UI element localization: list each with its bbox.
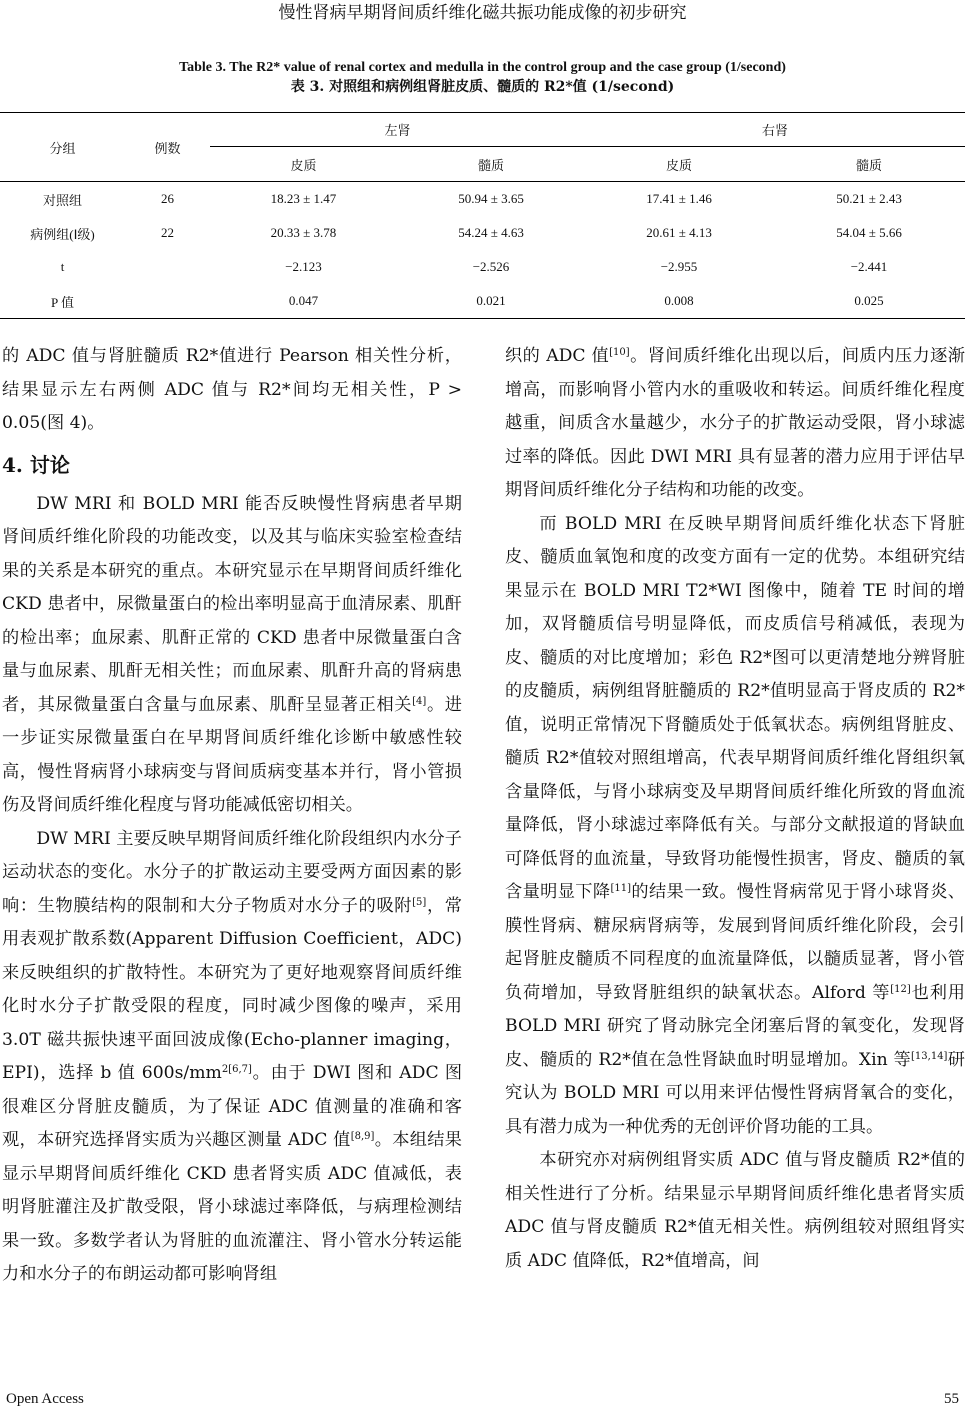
cell-left-cortex: −2.123 bbox=[285, 259, 322, 274]
citation: [4] bbox=[412, 695, 427, 707]
cell-right-cortex: 0.008 bbox=[585, 284, 773, 319]
citation: 2[6,7] bbox=[221, 1064, 252, 1075]
citation: [12] bbox=[890, 983, 911, 995]
paragraph: DW MRI 主要反映早期肾间质纤维化阶段组织内水分子运动状态的变化。水分子的扩散运动主要受两方面因素的影响：生物膜结构的限制和大分子物质对水分子的吸附[5]，常用表观扩散系数(Apparent Diffusion Coefficient，ADC)来反映组织的扩散特性。本研究为了更好地观察肾间质纤维化时水分子扩散受限的程度，同时减少图像的噪声，采用 3.0T 磁共振快速平面回波成像(Echo-planner imaging，EPI)，选择 b 值 $600s/mm^{2[6,7]}$。由于 DWI 图和 ADC 图很难区分肾脏皮髓质，为了保证 ADC 值测量的准确和客观，本研究选择肾实质为兴趣区测量 ADC 值[8,9]。本组结果显示早期肾间质纤维化 CKD 患者肾实质 ADC 值减低，表明肾脏灌注及扩散受限，肾小球滤过率降低，与病理检测结果一致。多数学者认为肾脏的血流灌注、肾小管水分转运能力和水分子的布朗运动都可影响肾组 bbox=[2, 828, 463, 1284]
header-right-medulla: 髓质 bbox=[773, 147, 965, 182]
cell-count: 22 bbox=[161, 225, 174, 240]
cell-left-medulla: 54.24 ± 4.63 bbox=[458, 225, 524, 240]
table-row bbox=[0, 284, 965, 319]
r2-value-table bbox=[0, 112, 965, 319]
header-right-kidney: 右肾 bbox=[585, 113, 965, 147]
cell-right-cortex: 20.61 ± 4.13 bbox=[646, 225, 712, 240]
header-count: 例数 bbox=[125, 113, 210, 182]
paragraph: DW MRI 和 BOLD MRI 能否反映慢性肾病患者早期肾间质纤维化阶段的功能改变，以及其与临床实验室检查结果的关系是本研究的重点。本研究显示在早期肾间质纤维化 CKD 患者中，尿微量蛋白的检出率明显高于血清尿素、肌酐的检出率；血尿素、肌酐正常的 CKD 患者中尿微量蛋白含量与血尿素、肌酐无相关性；而血尿素、肌酐升高的肾病患者，其尿微量蛋白含量与血尿素、肌酐呈显著正相关[4]。进一步证实尿微量蛋白在早期肾间质纤维化诊断中敏感性较高，慢性肾病肾小球病变与肾间质病变基本并行，肾小管损伤及肾间质纤维化程度与肾功能减低密切相关。 bbox=[2, 493, 462, 815]
cell-left-cortex: 18.23 ± 1.47 bbox=[270, 191, 337, 206]
cell-left-medulla: 0.021 bbox=[397, 284, 585, 319]
header-left-kidney: 左肾 bbox=[210, 113, 585, 147]
paragraph: 本研究亦对病例组肾实质 ADC 值与肾皮髓质 R2*值的相关性进行了分析。结果显示早期肾间质纤维化患者肾实质 ADC 值与肾皮髓质 R2*值无相关性。病例组较对照组肾实质 ADC 值降低，R2*值增高，间 bbox=[505, 1150, 965, 1271]
cell-count bbox=[125, 284, 210, 319]
cell-right-medulla: 50.21 ± 2.43 bbox=[836, 191, 902, 206]
table-row bbox=[0, 250, 965, 284]
paragraph: 的 ADC 值与肾脏髓质 R2*值进行 Pearson 相关性分析，结果显示左右两侧 ADC 值与 R2*间均无相关性，P > 0.05(图 4)。 bbox=[2, 346, 462, 433]
paragraph: 而 BOLD MRI 在反映早期肾间质纤维化状态下肾脏皮、髓质血氧饱和度的改变方面有一定的优势。本组研究结果显示在 BOLD MRI T2*WI 图像中，随着 TE 时间的增加，双肾髓质信号明显降低，而皮质信号稍减低，表现为皮、髓质的对比度增加；彩色 R2*图可以更清楚地分辨肾脏的皮髓质，病例组肾脏髓质的 R2*值明显高于肾皮质的 R2*值，说明正常情况下肾髓质处于低氧状态。病例组肾脏皮、髓质 R2*值较对照组增高，代表早期肾间质纤维化肾组织氧含量降低，与肾小球病变及早期肾间质纤维化所致的肾血流量降低，肾小球滤过率降低有关。与部分文献报道的肾缺血可降低肾的血流量，导致肾功能慢性损害，肾皮、髓质的氧含量明显下降[11]的结果一致。慢性肾病常见于肾小球肾炎、膜性肾病、糖尿病肾病等，发展到肾间质纤维化阶段，会引起肾脏皮髓质不同程度的血流量降低，以髓质显著，肾小管负荷增加，导致肾脏组织的缺氧状态。Alford 等[12]也利用 BOLD MRI 研究了肾动脉完全闭塞后肾的氧变化，发现肾皮、髓质的 R2*值在急性肾缺血时明显增加。Xin 等[13,14]研究认为 BOLD MRI 可以用来评估慢性肾病肾氧合的变化，具有潜力成为一种优秀的无创评价肾功能的工具。 bbox=[505, 513, 965, 1137]
left-column bbox=[2, 340, 462, 1292]
citation: [5] bbox=[412, 896, 427, 908]
table-row bbox=[0, 216, 965, 250]
cell-left-medulla: 50.94 ± 3.65 bbox=[458, 191, 524, 206]
citation: [8,9] bbox=[350, 1131, 375, 1142]
table-row bbox=[0, 182, 965, 217]
section-heading-discussion: 4. 讨论 bbox=[2, 452, 70, 477]
cell-right-cortex: 17.41 ± 1.46 bbox=[646, 191, 712, 206]
table-caption-en: Table 3. The R2* value of renal cortex and medulla in the control group and the case group (1/second) bbox=[179, 60, 786, 75]
paragraph: 织的 ADC 值[10]。肾间质纤维化出现以后，间质内压力逐渐增高，而影响肾小管内水的重吸收和转运。间质纤维化程度越重，间质含水量越少，水分子的扩散运动受限，肾小球滤过率的降低。因此 DWI MRI 具有显著的潜力应用于评估早期肾间质纤维化分子结构和功能的改变。 bbox=[505, 346, 965, 500]
header-left-cortex: 皮质 bbox=[210, 147, 397, 182]
cell-left-cortex: 20.33 ± 3.78 bbox=[270, 225, 337, 240]
header-group: 分组 bbox=[0, 113, 125, 182]
cell-right-medulla: −2.441 bbox=[850, 259, 888, 274]
cell-group: 病例组(Ⅰ级) bbox=[30, 226, 95, 242]
cell-count: 26 bbox=[161, 191, 174, 206]
cell-group: t bbox=[60, 259, 65, 274]
cell-left-cortex: 0.047 bbox=[210, 284, 397, 319]
cell-right-medulla: 0.025 bbox=[773, 284, 965, 319]
header-left-medulla: 髓质 bbox=[397, 147, 585, 182]
table-caption-zh: 表 3. 对照组和病例组肾脏皮质、髓质的 R2*值 (1/second) bbox=[290, 79, 675, 95]
citation: [13,14] bbox=[911, 1050, 948, 1062]
header-right-cortex: 皮质 bbox=[585, 147, 773, 182]
cell-right-medulla: 54.04 ± 5.66 bbox=[836, 225, 902, 240]
right-column bbox=[505, 340, 965, 1278]
citation: [10] bbox=[609, 347, 630, 358]
running-title: 慢性肾病早期肾间质纤维化磁共振功能成像的初步研究 bbox=[278, 3, 687, 23]
citation: [11] bbox=[610, 883, 631, 894]
cell-left-medulla: −2.526 bbox=[472, 259, 510, 274]
cell-group: 对照组 bbox=[42, 192, 82, 208]
cell-group: P 值 bbox=[0, 284, 125, 319]
cell-count bbox=[125, 250, 210, 284]
page-number: 55 bbox=[944, 1391, 959, 1407]
footer-open-access: Open Access bbox=[6, 1391, 84, 1407]
cell-right-cortex: −2.955 bbox=[660, 259, 698, 274]
